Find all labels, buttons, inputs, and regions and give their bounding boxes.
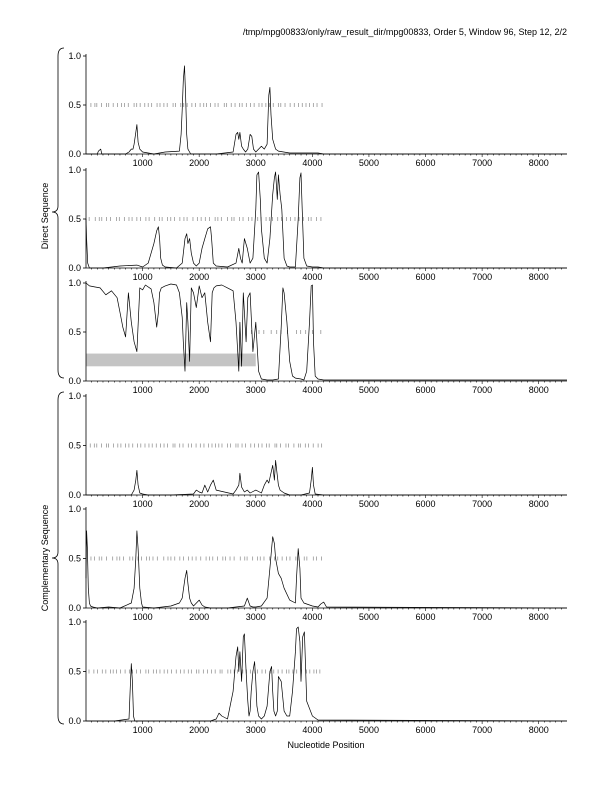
complementary-group-label: Complementary Sequence: [40, 504, 50, 612]
y-tick-label: 1.0: [68, 51, 81, 61]
x-tick-label: 3000: [245, 158, 266, 168]
series-line: [86, 172, 567, 268]
x-tick-label: 1000: [132, 725, 153, 735]
x-tick-label: 7000: [472, 612, 493, 622]
y-tick-label: 1.0: [68, 391, 81, 401]
x-tick-label: 4000: [302, 499, 323, 509]
y-tick-label: 0.0: [68, 263, 81, 273]
x-tick-label: 4000: [302, 272, 323, 282]
y-tick-label: 1.0: [68, 504, 81, 514]
y-tick-label: 0.5: [68, 214, 81, 224]
y-tick-label: 0.5: [68, 327, 81, 337]
x-tick-label: 8000: [528, 499, 549, 509]
x-tick-label: 6000: [415, 158, 436, 168]
shaded-band: [86, 354, 256, 367]
x-tick-label: 1000: [132, 499, 153, 509]
x-tick-label: 3000: [245, 385, 266, 395]
x-tick-label: 5000: [358, 385, 379, 395]
series-line: [86, 66, 567, 154]
x-tick-label: 5000: [358, 272, 379, 282]
x-tick-label: 5000: [358, 158, 379, 168]
direct-group-label: Direct Sequence: [40, 182, 50, 250]
x-tick-label: 2000: [189, 272, 210, 282]
x-tick-label: 7000: [472, 499, 493, 509]
panel-6: [68, 617, 567, 735]
series-line: [86, 460, 567, 495]
x-tick-label: 8000: [528, 385, 549, 395]
x-tick-label: 2000: [189, 158, 210, 168]
x-tick-label: 5000: [358, 612, 379, 622]
x-tick-label: 7000: [472, 158, 493, 168]
direct-group-brace: [52, 48, 64, 378]
x-tick-label: 4000: [302, 725, 323, 735]
x-tick-label: 1000: [132, 385, 153, 395]
figure-title: /tmp/mpg00833/only/raw_result_dir/mpg00833, Order 5, Window 96, Step 12, 2/2: [242, 27, 567, 37]
panel-2: [68, 165, 567, 282]
x-tick-label: 5000: [358, 725, 379, 735]
x-tick-label: 2000: [189, 725, 210, 735]
x-tick-label: 6000: [415, 385, 436, 395]
y-tick-label: 0.0: [68, 149, 81, 159]
x-tick-label: 6000: [415, 499, 436, 509]
x-tick-label: 4000: [302, 385, 323, 395]
x-tick-label: 3000: [245, 612, 266, 622]
x-tick-label: 3000: [245, 725, 266, 735]
x-tick-label: 4000: [302, 612, 323, 622]
x-tick-label: 6000: [415, 612, 436, 622]
y-tick-label: 0.0: [68, 490, 81, 500]
x-tick-label: 5000: [358, 499, 379, 509]
y-tick-label: 0.5: [68, 666, 81, 677]
y-tick-label: 0.0: [68, 376, 81, 386]
y-tick-label: 1.0: [68, 617, 81, 627]
panel-1: [68, 51, 567, 168]
x-tick-label: 3000: [245, 272, 266, 282]
x-tick-label: 7000: [472, 272, 493, 282]
x-tick-label: 1000: [132, 272, 153, 282]
x-tick-label: 2000: [189, 612, 210, 622]
x-tick-label: 4000: [302, 158, 323, 168]
y-tick-label: 1.0: [68, 165, 81, 175]
complementary-group-brace: [52, 392, 64, 724]
x-tick-label: 6000: [415, 272, 436, 282]
x-tick-label: 8000: [528, 725, 549, 735]
y-tick-label: 0.5: [68, 440, 81, 451]
x-tick-label: 8000: [528, 612, 549, 622]
x-tick-label: 7000: [472, 385, 493, 395]
x-tick-label: 3000: [245, 499, 266, 509]
y-tick-label: 0.5: [68, 553, 81, 564]
y-tick-label: 0.5: [68, 100, 81, 110]
panel-5: [68, 504, 567, 622]
x-tick-label: 7000: [472, 725, 493, 735]
series-line: [86, 627, 567, 721]
y-tick-label: 0.0: [68, 603, 81, 613]
x-tick-label: 6000: [415, 725, 436, 735]
x-axis-label: Nucleotide Position: [287, 740, 365, 750]
x-tick-label: 8000: [528, 158, 549, 168]
x-tick-label: 1000: [132, 158, 153, 168]
panel-3: [68, 278, 567, 395]
x-tick-label: 2000: [189, 499, 210, 509]
x-tick-label: 8000: [528, 272, 549, 282]
series-line: [86, 531, 567, 608]
x-tick-label: 2000: [189, 385, 210, 395]
panel-4: [68, 391, 567, 509]
y-tick-label: 0.0: [68, 716, 81, 726]
x-tick-label: 1000: [132, 612, 153, 622]
y-tick-label: 1.0: [68, 278, 81, 288]
chart-panels: [68, 51, 567, 735]
